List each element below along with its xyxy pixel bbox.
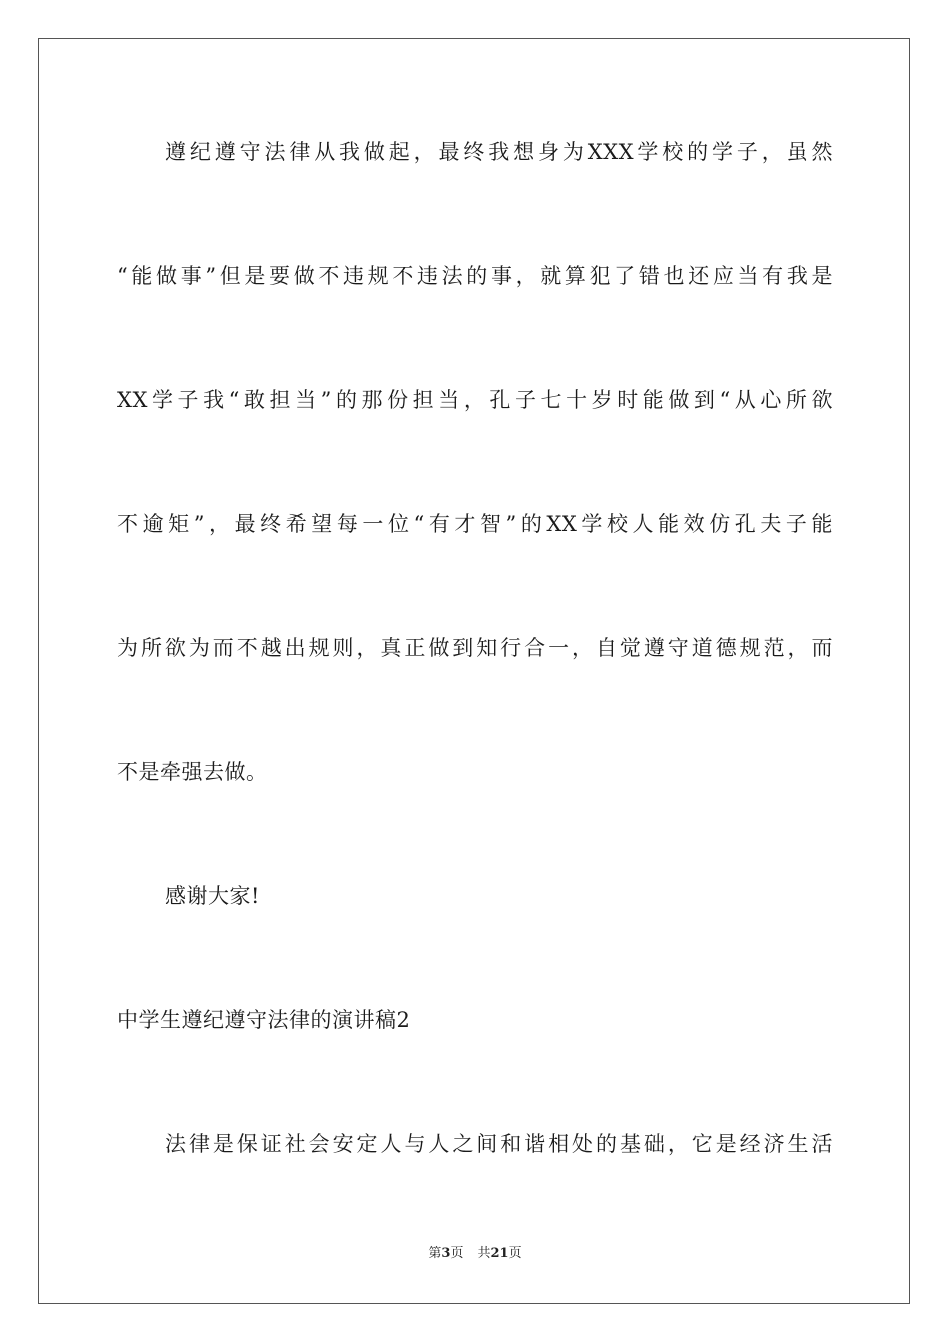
- closing-line: 感谢大家!: [165, 884, 260, 908]
- paragraph-line: 不逾矩”，最终希望每一位“有才智”的XX学校人能效仿孔夫子能: [117, 512, 833, 536]
- paragraph-line: 不是牵强去做。: [117, 760, 268, 784]
- page-border: [38, 38, 910, 1304]
- page-prefix: 第: [428, 1246, 442, 1261]
- total-prefix: 共: [477, 1246, 491, 1261]
- total-pages: 21: [490, 1246, 509, 1261]
- total-suffix: 页: [508, 1246, 522, 1261]
- page-suffix: 页: [450, 1246, 464, 1261]
- section-heading: 中学生遵纪遵守法律的演讲稿2: [117, 1008, 411, 1032]
- paragraph-line: “能做事”但是要做不违规不违法的事，就算犯了错也还应当有我是: [117, 264, 833, 288]
- paragraph-line: XX学子我“敢担当”的那份担当，孔子七十岁时能做到“从心所欲: [117, 388, 833, 412]
- paragraph-line: 遵纪遵守法律从我做起，最终我想身为XXX学校的学子，虽然: [165, 140, 833, 164]
- page-footer: [0, 1245, 950, 1263]
- paragraph-line: 为所欲为而不越出规则，真正做到知行合一，自觉遵守道德规范，而: [117, 636, 833, 660]
- page-number: 3: [441, 1246, 451, 1261]
- paragraph-line: 法律是保证社会安定人与人之间和谐相处的基础，它是经济生活: [165, 1132, 833, 1156]
